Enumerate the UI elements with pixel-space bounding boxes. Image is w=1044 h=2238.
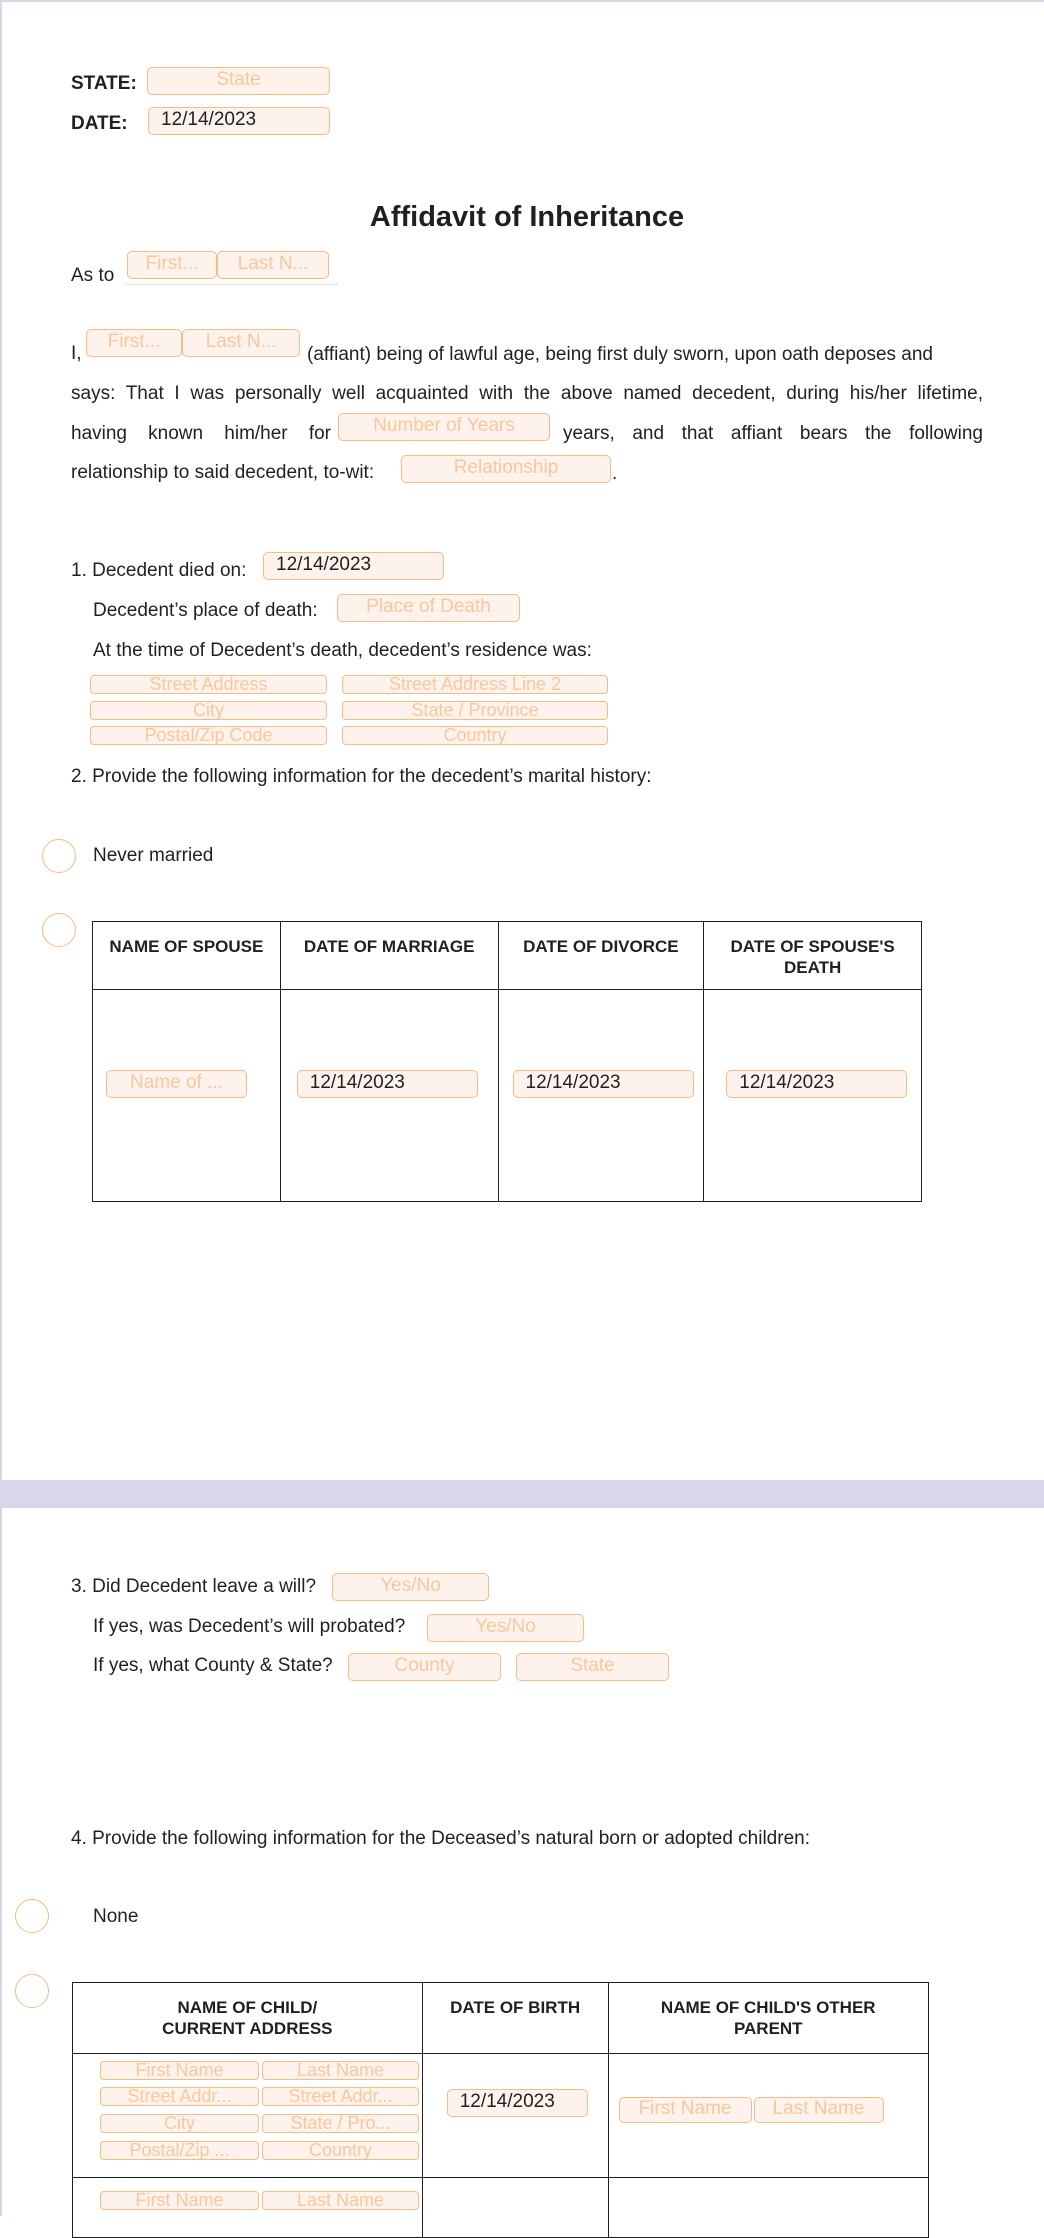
document-title: Affidavit of Inheritance bbox=[369, 201, 685, 233]
other-parent-header: NAME OF CHILD'S OTHER PARENT bbox=[608, 1983, 928, 2054]
marriage-date-field[interactable]: 12/14/2023 bbox=[297, 1070, 478, 1098]
marital-history-table bbox=[92, 921, 922, 1202]
county-state-label: If yes, what County & State? bbox=[93, 1655, 333, 1676]
county-field[interactable]: County bbox=[348, 1653, 501, 1681]
child-dob-cell bbox=[422, 2054, 608, 2178]
child-name-address-header bbox=[73, 1983, 423, 2054]
date-field[interactable]: 12/14/2023 bbox=[148, 107, 330, 135]
relationship-field[interactable]: Relationship bbox=[401, 455, 611, 483]
affiant-prefix: I, bbox=[71, 343, 82, 364]
affiant-text-line1 bbox=[307, 335, 983, 375]
died-on-date-field[interactable]: 12/14/2023 bbox=[263, 552, 444, 580]
spouse-death-date-field[interactable]: 12/14/2023 bbox=[726, 1070, 907, 1098]
spouse-death-header: DATE OF SPOUSE'S DEATH bbox=[704, 922, 922, 990]
divorce-date-header: DATE OF DIVORCE bbox=[498, 922, 704, 990]
affiant-text-line3b: years, and that affiant bears the following bbox=[563, 423, 983, 444]
document-page-2 bbox=[0, 1508, 1044, 2216]
residence-street2-field[interactable]: Street Address Line 2 bbox=[342, 675, 608, 694]
state-label: STATE: bbox=[71, 73, 137, 94]
other-parent-cell bbox=[608, 2054, 928, 2178]
residence-label: At the time of Decedent’s death, decedent’s residence was: bbox=[93, 640, 592, 661]
child2-other-parent-cell bbox=[608, 2178, 928, 2238]
residence-city-field[interactable]: City bbox=[90, 701, 327, 720]
spouse-name-cell bbox=[93, 990, 281, 1202]
no-children-radio[interactable] bbox=[15, 1899, 49, 1933]
affiant-text-line1-content: (affiant) being of lawful age, being first duly sworn, upon oath deposes and bbox=[307, 344, 933, 365]
child-postal-field[interactable]: Postal/Zip ... bbox=[100, 2141, 259, 2160]
state-field[interactable]: State bbox=[147, 67, 330, 95]
residence-state-field[interactable]: State / Province bbox=[342, 701, 608, 720]
marriage-date-cell bbox=[280, 990, 498, 1202]
affiant-last-name-field[interactable]: Last N... bbox=[182, 329, 300, 357]
place-of-death-label: Decedent’s place of death: bbox=[93, 600, 318, 621]
child2-dob-cell bbox=[422, 2178, 608, 2238]
will-yes-no-field[interactable]: Yes/No bbox=[332, 1573, 489, 1601]
will-probated-field[interactable]: Yes/No bbox=[427, 1614, 584, 1642]
spouse-name-header: NAME OF SPOUSE bbox=[93, 922, 281, 990]
as-to-first-name-field[interactable]: First... bbox=[127, 251, 217, 279]
child-street2-field[interactable]: Street Addr... bbox=[262, 2087, 419, 2106]
residence-country-field[interactable]: Country bbox=[342, 726, 608, 745]
residence-street-field[interactable]: Street Address bbox=[90, 675, 327, 694]
child-dob-field[interactable]: 12/14/2023 bbox=[447, 2089, 588, 2117]
marital-history-label: 2. Provide the following information for the decedent’s marital history: bbox=[71, 766, 652, 787]
marriage-date-header: DATE OF MARRIAGE bbox=[280, 922, 498, 990]
children-table bbox=[72, 1982, 929, 2238]
affiant-text-line4: relationship to said decedent, to-wit: bbox=[71, 462, 375, 483]
child-country-field[interactable]: Country bbox=[262, 2141, 419, 2160]
child2-first-name-field[interactable]: First Name bbox=[100, 2191, 259, 2210]
child-last-name-field[interactable]: Last Name bbox=[262, 2061, 419, 2080]
affiant-text-line2: says: That I was personally well acquainted with the above named decedent, during his/her lifetime, bbox=[71, 383, 983, 404]
spouse-name-field[interactable]: Name of ... bbox=[106, 1070, 247, 1098]
as-to-last-name-field[interactable]: Last N... bbox=[217, 251, 329, 279]
never-married-radio[interactable] bbox=[42, 839, 76, 873]
child-first-name-field[interactable]: First Name bbox=[100, 2061, 259, 2080]
child-state-field[interactable]: State / Pro... bbox=[262, 2114, 419, 2133]
residence-postal-field[interactable]: Postal/Zip Code bbox=[90, 726, 327, 745]
will-probated-label: If yes, was Decedent’s will probated? bbox=[93, 1616, 406, 1637]
affiant-first-name-field[interactable]: First... bbox=[86, 329, 182, 357]
child2-last-name-field[interactable]: Last Name bbox=[262, 2191, 419, 2210]
child-city-field[interactable]: City bbox=[100, 2114, 259, 2133]
divorce-date-cell bbox=[498, 990, 704, 1202]
probate-state-field[interactable]: State bbox=[516, 1653, 669, 1681]
affiant-text-end: . bbox=[612, 463, 618, 484]
no-children-label: None bbox=[93, 1906, 139, 1927]
never-married-label: Never married bbox=[93, 845, 214, 866]
will-label: 3. Did Decedent leave a will? bbox=[71, 1576, 317, 1597]
other-parent-first-name-field[interactable]: First Name bbox=[619, 2097, 752, 2123]
as-to-label: As to bbox=[71, 265, 115, 286]
children-table-radio[interactable] bbox=[15, 1974, 49, 2008]
marital-table-radio[interactable] bbox=[42, 913, 76, 947]
affiant-text-line3a: having known him/her for bbox=[71, 423, 331, 444]
spouse-death-date-cell bbox=[704, 990, 922, 1202]
page-separator bbox=[0, 1480, 1044, 1508]
date-label: DATE: bbox=[71, 113, 128, 134]
other-parent-last-name-field[interactable]: Last Name bbox=[754, 2097, 884, 2123]
child2-name-address-cell bbox=[73, 2178, 423, 2238]
child-street-field[interactable]: Street Addr... bbox=[100, 2087, 259, 2106]
children-label: 4. Provide the following information for the Deceased’s natural born or adopted children: bbox=[71, 1828, 810, 1849]
child-header-line1: NAME OF CHILD/ bbox=[177, 1998, 318, 2017]
child-header-line2: CURRENT ADDRESS bbox=[162, 2019, 333, 2038]
died-on-label: 1. Decedent died on: bbox=[71, 560, 247, 581]
divorce-date-field[interactable]: 12/14/2023 bbox=[513, 1070, 694, 1098]
date-of-birth-header: DATE OF BIRTH bbox=[422, 1983, 608, 2054]
place-of-death-field[interactable]: Place of Death bbox=[337, 594, 520, 622]
child-name-address-cell bbox=[73, 2054, 423, 2178]
years-known-field[interactable]: Number of Years bbox=[338, 413, 550, 441]
